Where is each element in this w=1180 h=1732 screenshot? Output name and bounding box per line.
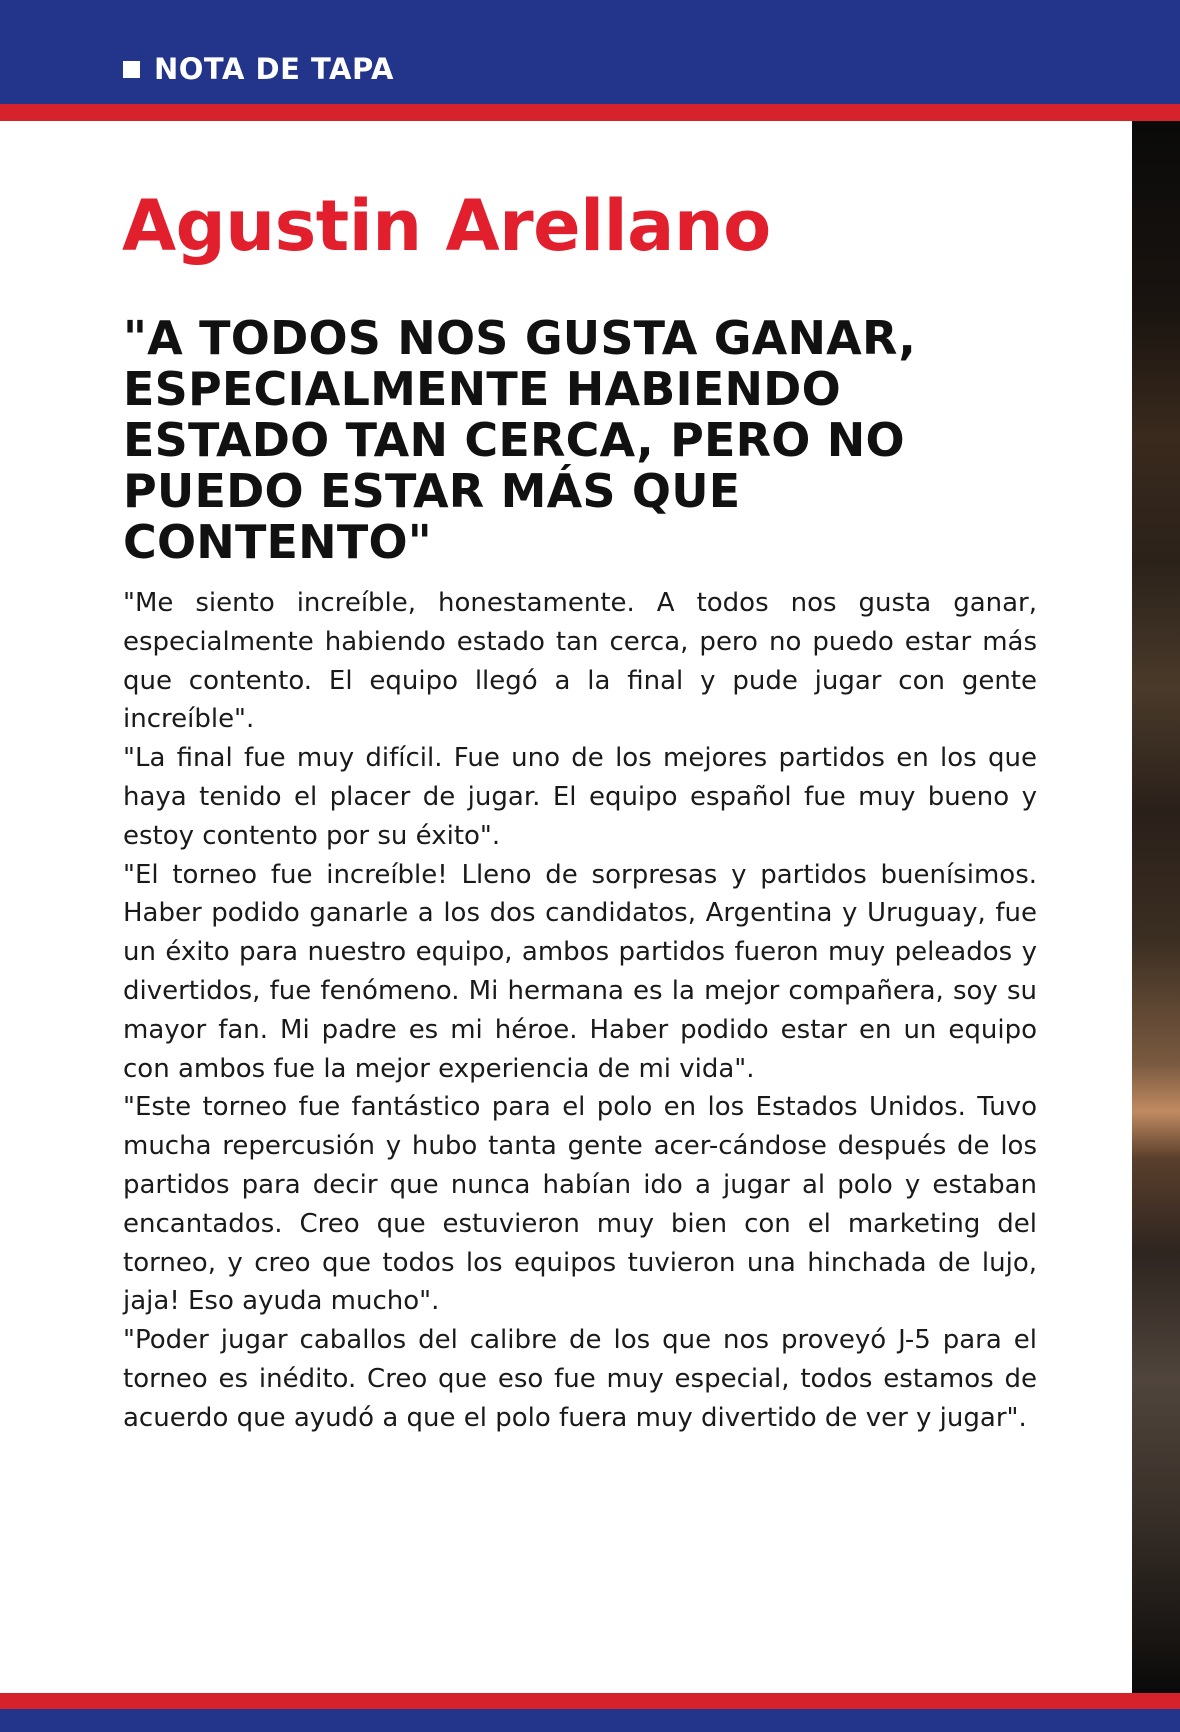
section-label-text: NOTA DE TAPA (154, 52, 394, 86)
paragraph: "Me siento increíble, honestamente. A todos nos gusta ganar, especialmente habiendo estado tan cerca, pero no puedo estar más que contento. El equipo llegó a la final y pude jugar con gente increíble". (123, 588, 1037, 735)
section-label (123, 50, 394, 88)
square-bullet-icon (123, 61, 140, 78)
paragraph: "Este torneo fue fantástico para el polo en los Estados Unidos. Tuvo mucha repercusión y hubo tanta gente acer-cándose después de los partidos para decir que nunca habían ido a jugar al polo y estaban encantados. Creo que estuvieron muy bien con el marketing del torneo, y creo que todos los equipos tuvieron una hinchada de lujo, jaja! Eso ayuda mucho". (123, 1092, 1037, 1317)
cropped-photo (1132, 121, 1180, 1693)
paragraph: "El torneo fue increíble! Lleno de sorpresas y partidos buenísimos. Haber podido ganarle a los dos candidatos, Argentina y Uruguay, fue un éxito para nuestro equipo, ambos partidos fueron muy peleados y divertidos, fue fenómeno. Mi hermana es la mejor compañera, soy su mayor fan. Mi padre es mi héroe. Haber podido estar en un equipo con ambos fue la mejor experiencia de mi vida". (123, 859, 1037, 1084)
article-name: Agustin Arellano (122, 185, 771, 267)
footer-band (0, 1709, 1180, 1732)
header-red-stripe (0, 104, 1180, 121)
paragraph: "La final fue muy difícil. Fue uno de los mejores partidos en los que haya tenido el placer de jugar. El equipo español fue muy bueno y estoy contento por su éxito". (123, 743, 1037, 851)
footer-red-stripe (0, 1693, 1180, 1709)
article-body (123, 584, 1037, 1438)
paragraph: "Poder jugar caballos del calibre de los que nos proveyó J-5 para el torneo es inédito. Creo que eso fue muy especial, todos estamos de acuerdo que ayudó a que el polo fuera muy divertido de ver y jugar". (123, 1325, 1037, 1433)
article-headline: "A TODOS NOS GUSTA GANAR, ESPECIALMENTE HABIENDO ESTADO TAN CERCA, PERO NO PUEDO ESTAR MÁS QUE CONTENTO" (123, 311, 917, 569)
